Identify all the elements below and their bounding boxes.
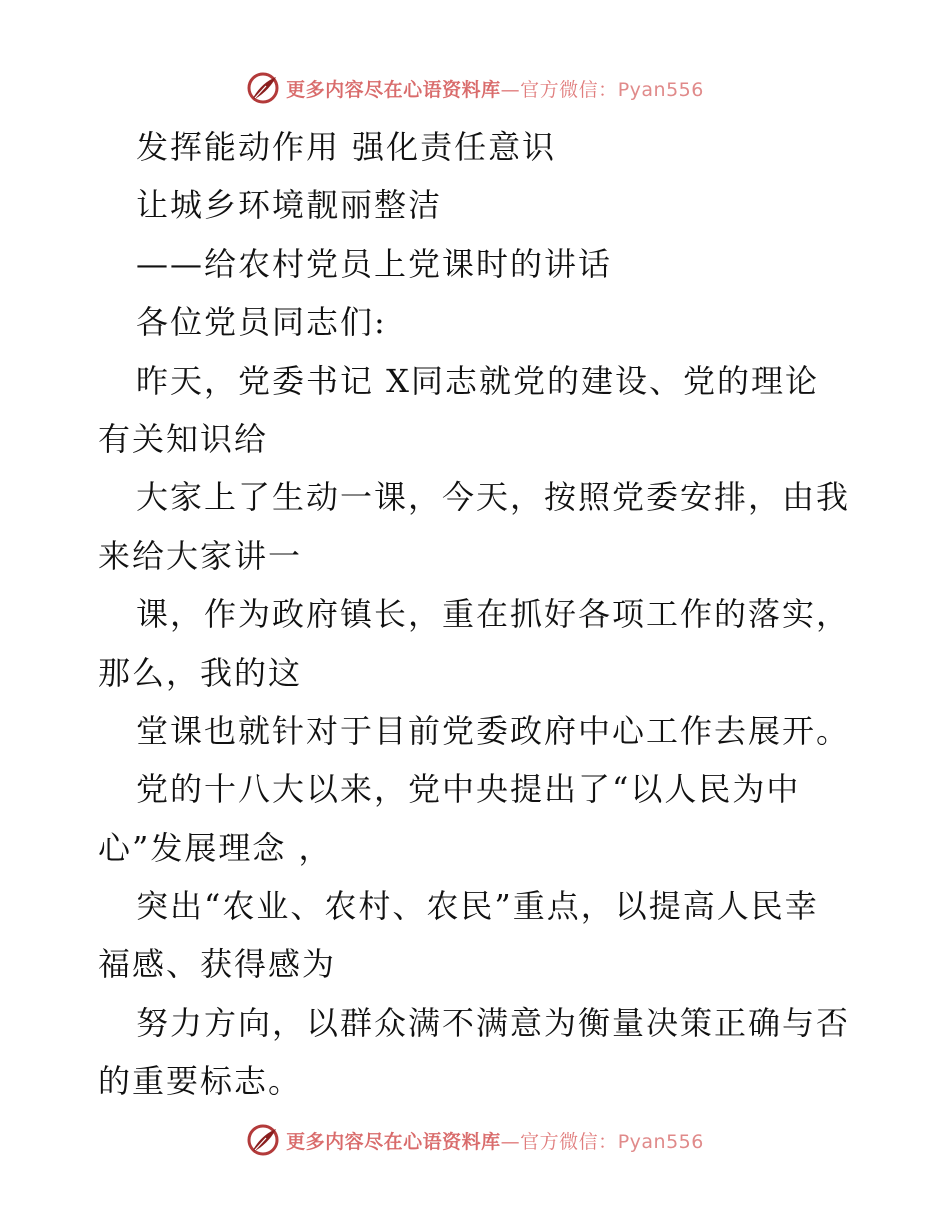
text-line: 努力方向，以群众满不满意为衡量决策正确与否 <box>136 1003 851 1042</box>
watermark-separator: —官方微信： <box>500 1130 618 1153</box>
text-line: 堂课也就针对于目前党委政府中心工作去展开。 <box>136 711 851 750</box>
feather-pen-circle-icon <box>246 1123 280 1157</box>
text-line: 昨天，党委书记 X同志就党的建设、党的理论 <box>136 361 819 400</box>
watermark-handle: Pyan556 <box>617 1130 704 1153</box>
text-line: 发挥能动作用 强化责任意识 <box>136 128 557 166</box>
watermark-separator: —官方微信： <box>500 78 618 101</box>
watermark-brand: 更多内容尽在心语资料库 <box>286 78 501 101</box>
text-line: 党的十八大以来，党中央提出了“以人民为中 <box>136 770 801 809</box>
watermark-text <box>286 1127 704 1154</box>
text-line: 各位党员同志们: <box>136 303 387 342</box>
text-line: 心”发展理念 ， <box>98 828 333 867</box>
watermark-brand: 更多内容尽在心语资料库 <box>286 1130 501 1153</box>
text-line: 课，作为政府镇长，重在抓好各项工作的落实， <box>136 595 851 634</box>
text-line: 的重要标志。 <box>98 1062 303 1101</box>
text-line: 突出“农业、农村、农民”重点，以提高人民幸 <box>136 887 819 926</box>
text-line: 让城乡环境靓丽整洁 <box>136 186 443 225</box>
watermark-text <box>286 75 704 102</box>
footer-watermark-banner <box>0 1120 950 1160</box>
text-line: ——给农村党员上党课时的讲话 <box>136 244 613 283</box>
text-line: 来给大家讲一 <box>98 536 303 575</box>
feather-pen-circle-icon <box>246 71 280 105</box>
document-body <box>98 118 858 1111</box>
text-line: 有关知识给 <box>98 419 269 458</box>
header-watermark-banner <box>0 68 950 108</box>
text-line: 大家上了生动一课，今天，按照党委安排，由我 <box>136 478 851 517</box>
text-line: 那么，我的这 <box>98 653 303 692</box>
text-line: 福感、获得感为 <box>98 945 337 984</box>
watermark-handle: Pyan556 <box>617 78 704 101</box>
